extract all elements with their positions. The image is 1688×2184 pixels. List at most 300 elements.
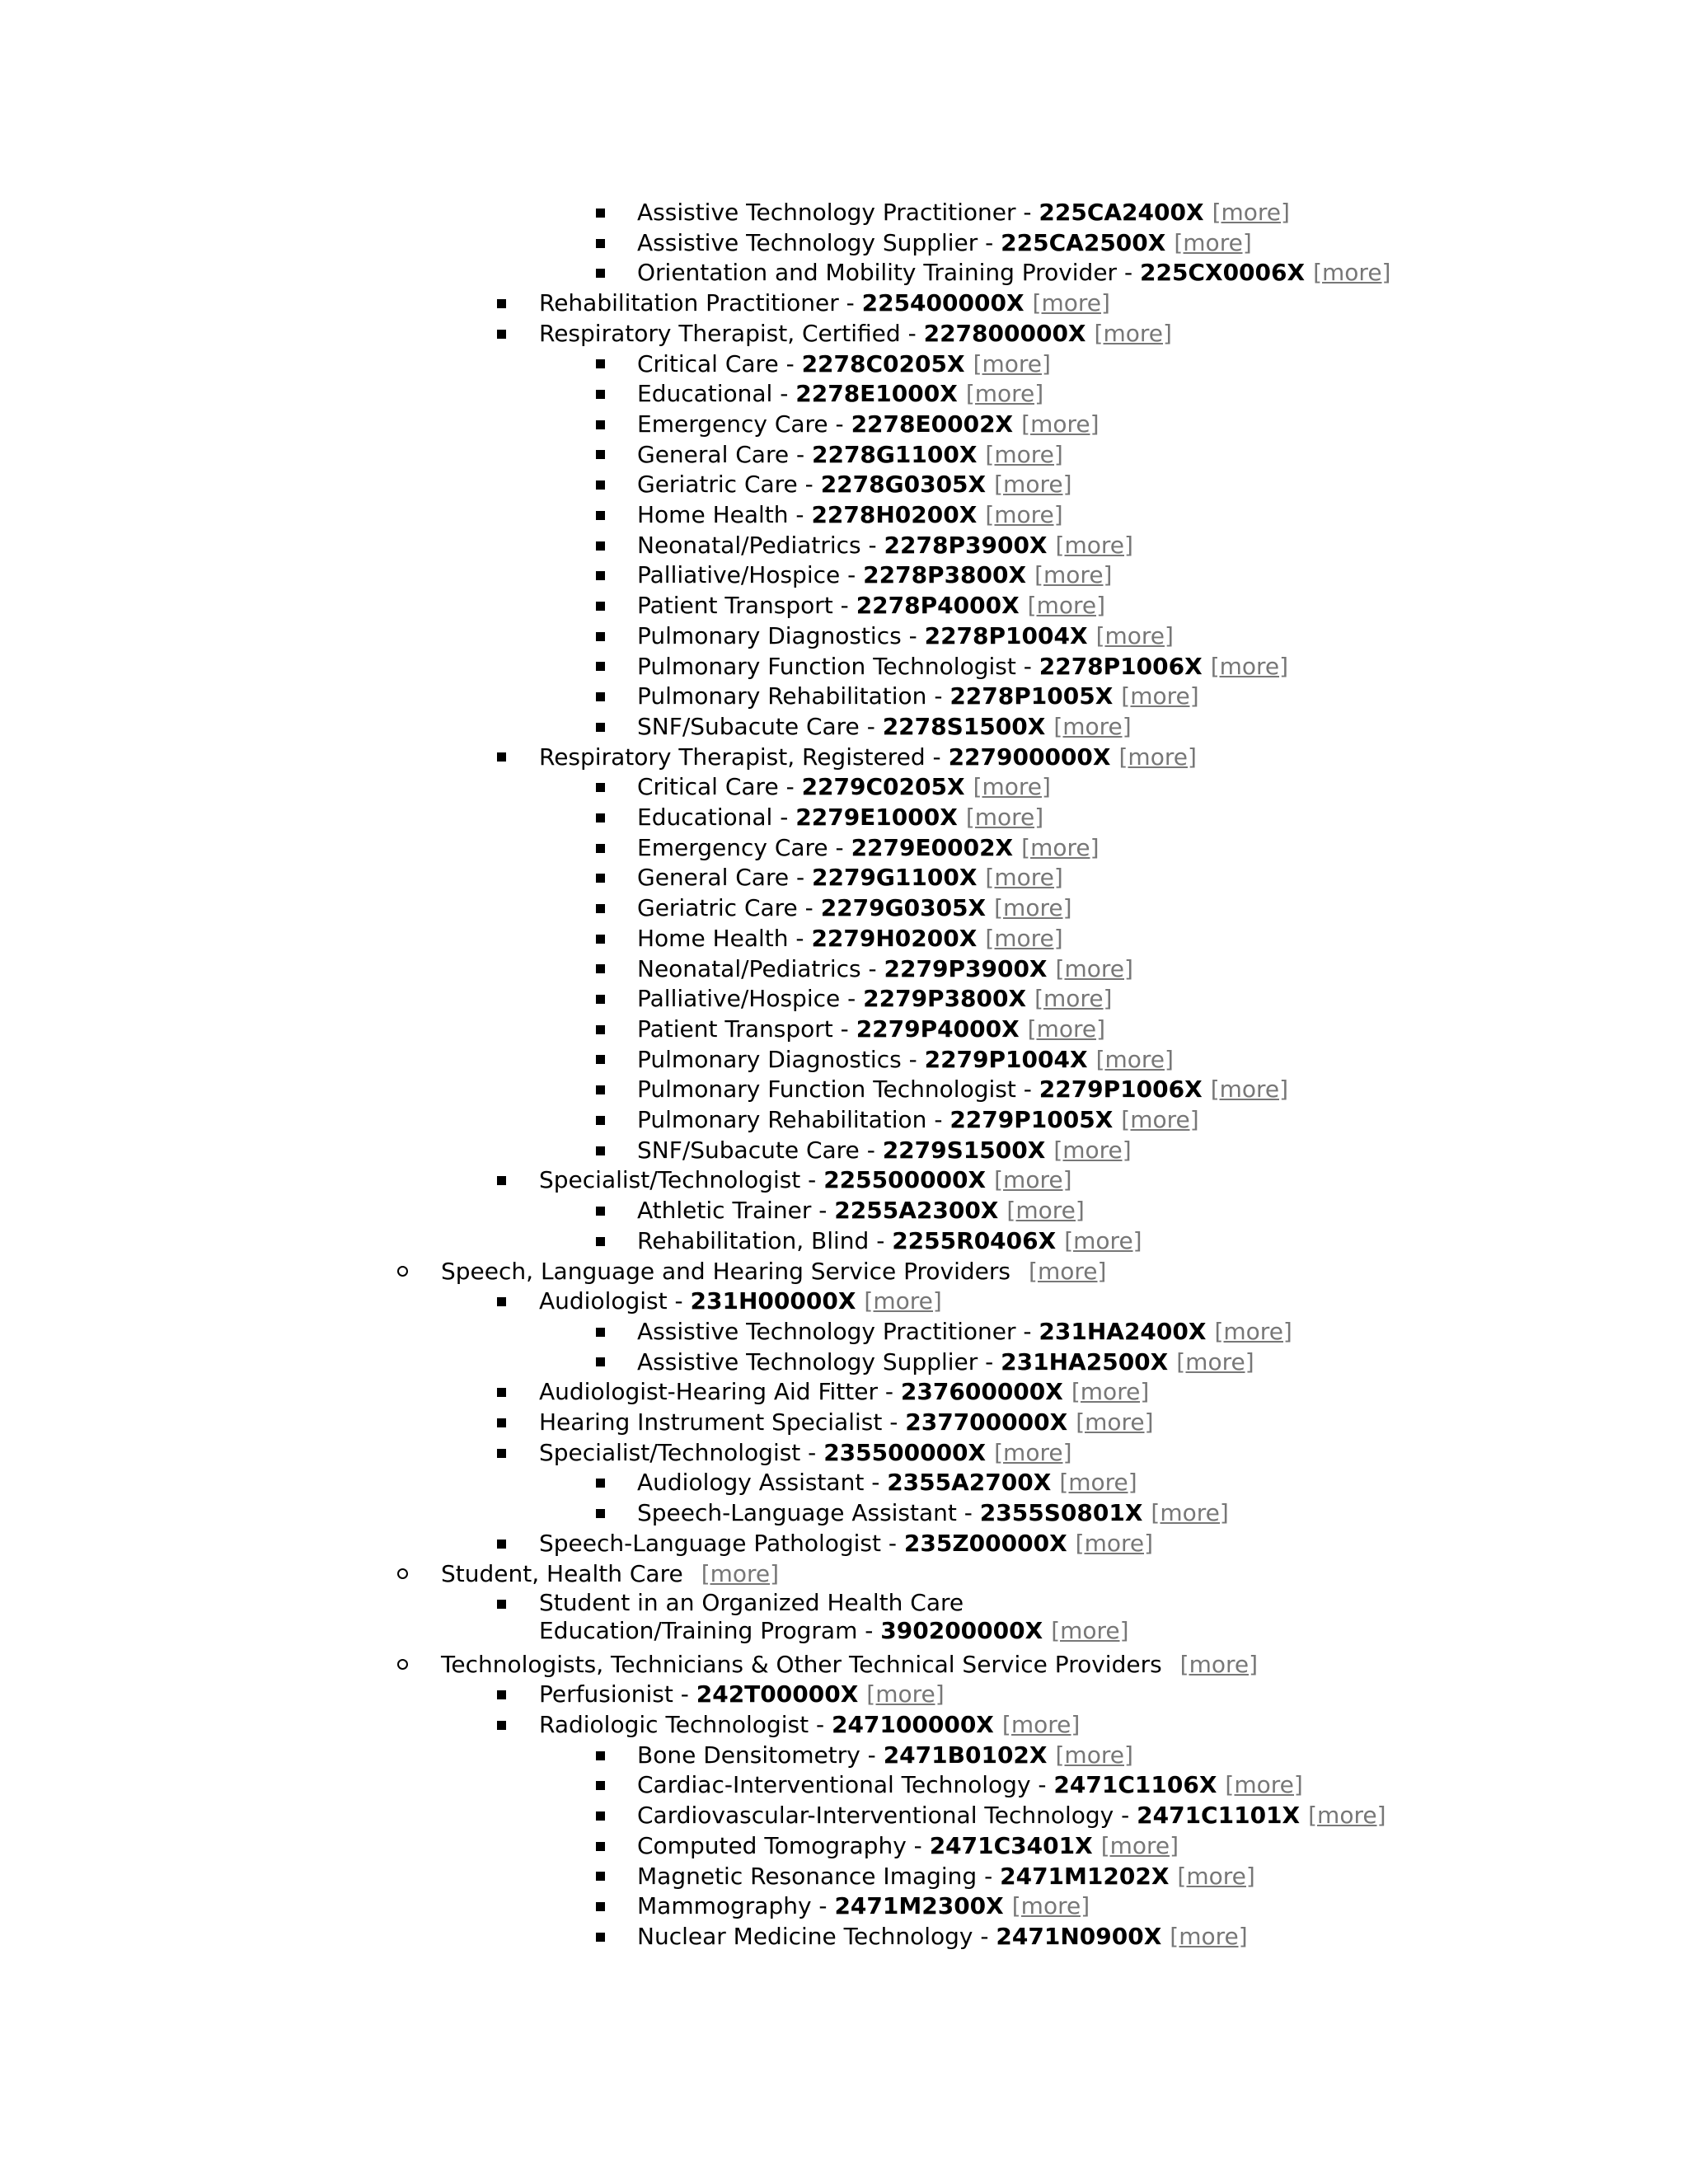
more-link[interactable]: [more] [1059,1469,1137,1497]
item-label: Pulmonary Rehabilitation - [637,682,950,710]
sub-taxonomy-item [0,1136,1688,1166]
item-text [637,1831,1179,1862]
more-link[interactable]: [more] [1076,1408,1154,1436]
item-text [637,621,1174,652]
taxonomy-code: 2279P3800X [863,985,1027,1013]
taxonomy-code: 2278G1100X [811,440,978,468]
item-label: Audiology Assistant - [637,1469,888,1497]
taxonomy-code: 2278E1000X [795,380,958,408]
item-text [441,1650,1258,1680]
sub-taxonomy-item [0,258,1688,288]
item-label: Rehabilitation, Blind - [637,1226,893,1254]
square-bullet-icon [590,410,610,440]
item-text [637,440,1063,471]
more-link[interactable]: [more] [1034,561,1113,589]
item-text [637,1136,1132,1166]
square-bullet-icon [590,984,610,1015]
taxonomy-code: 2278H0200X [811,501,978,528]
item-text [441,1559,779,1590]
item-label: Home Health - [637,501,812,528]
more-link[interactable]: [more] [1029,1257,1107,1285]
more-link[interactable]: [more] [1177,1862,1255,1890]
item-label: Technologists, Technicians & Other Technical Service Providers [441,1650,1162,1678]
square-bullet-icon [590,1196,610,1226]
taxonomy-code: 2279P3900X [884,954,1048,982]
item-text [637,470,1072,500]
taxonomy-code: 247100000X [831,1711,994,1738]
taxonomy-code: 2255R0406X [892,1226,1057,1254]
sub-taxonomy-item [0,1831,1688,1862]
taxonomy-code: 237600000X [900,1378,1063,1406]
more-link[interactable]: [more] [1006,1197,1085,1225]
more-link[interactable]: [more] [1176,1347,1254,1376]
item-text [637,1468,1137,1498]
taxonomy-code: 225CA2500X [1001,228,1166,256]
item-text [539,1286,942,1317]
item-label: Assistive Technology Supplier - [637,228,1001,256]
square-bullet-icon [590,1891,610,1922]
item-label: Hearing Instrument Specialist - [539,1408,906,1436]
more-link[interactable]: [more] [1055,531,1133,559]
taxonomy-code: 2279P1005X [950,1106,1114,1133]
square-bullet-icon [590,1136,610,1166]
item-label: Pulmonary Function Technologist - [637,652,1039,680]
more-link[interactable]: [more] [1313,259,1391,287]
more-link[interactable]: [more] [1051,1617,1129,1645]
item-text [637,1922,1248,1952]
more-link[interactable]: [more] [973,773,1051,801]
item-label: Student in an Organized Health Care Education/Training Program - [539,1589,964,1645]
square-bullet-icon [590,833,610,864]
sub-taxonomy-item [0,198,1688,228]
sub-taxonomy-item [0,1468,1688,1498]
item-label: Computed Tomography - [637,1831,930,1859]
more-link[interactable]: [more] [1032,289,1110,317]
more-link[interactable]: [more] [1075,1529,1154,1557]
item-label: Neonatal/Pediatrics - [637,954,884,982]
sub-taxonomy-item [0,1801,1688,1831]
item-label: Respiratory Therapist, Certified - [539,319,924,347]
more-link[interactable]: [more] [1055,1741,1133,1769]
square-bullet-icon [590,1770,610,1801]
more-link[interactable]: [more] [985,864,1063,892]
item-text [539,319,1172,349]
more-link[interactable]: [more] [994,1438,1072,1466]
item-text [539,1408,1154,1438]
more-link[interactable]: [more] [1095,1045,1174,1073]
taxonomy-code: 227900000X [948,743,1111,771]
sub-taxonomy-item [0,470,1688,500]
square-bullet-icon [590,1831,610,1862]
item-label: General Care - [637,864,812,892]
sub-taxonomy-item [0,379,1688,410]
item-label: Audiologist - [539,1287,691,1315]
more-link[interactable]: [more] [985,440,1063,468]
taxonomy-item [0,1589,1688,1649]
square-bullet-icon [590,349,610,380]
more-link[interactable]: [more] [1011,1892,1090,1920]
item-text [637,1105,1199,1136]
sub-taxonomy-item [0,591,1688,621]
item-label: Orientation and Mobility Training Provider - [637,259,1140,287]
square-bullet-icon [590,1498,610,1529]
sub-taxonomy-item [0,712,1688,743]
more-link[interactable]: [more] [866,1680,945,1708]
square-bullet-icon [590,228,610,259]
more-link[interactable]: [more] [1179,1650,1259,1678]
taxonomy-code: 2471C3401X [929,1831,1093,1859]
sub-taxonomy-item [0,954,1688,985]
taxonomy-code: 2278P4000X [856,592,1020,620]
more-link[interactable]: [more] [1308,1802,1386,1830]
taxonomy-code: 2471N0900X [996,1922,1162,1950]
sub-taxonomy-item [0,652,1688,682]
sub-taxonomy-item [0,1862,1688,1892]
taxonomy-item [0,1286,1688,1317]
square-bullet-icon [590,924,610,954]
more-link[interactable]: [more] [994,1166,1072,1194]
item-label: Radiologic Technologist - [539,1711,832,1738]
item-text [637,833,1100,864]
taxonomy-code: 2279H0200X [811,924,978,952]
square-bullet-icon [590,591,610,621]
item-text [637,531,1133,561]
item-label: Cardiovascular-Interventional Technology - [637,1802,1137,1830]
more-link[interactable]: [more] [1121,1106,1199,1133]
more-link[interactable]: [more] [1094,319,1172,347]
item-label: General Care - [637,440,812,468]
taxonomy-code: 2279P1004X [924,1045,1088,1073]
taxonomy-code: 2279P1006X [1039,1076,1203,1104]
square-bullet-icon [590,1015,610,1045]
item-text [637,1770,1303,1801]
taxonomy-code: 2278P1004X [924,621,1088,649]
taxonomy-item [0,743,1688,773]
item-text [441,1257,1106,1287]
item-text [637,803,1043,833]
square-bullet-icon [590,621,610,652]
more-link[interactable]: [more] [1225,1771,1303,1799]
taxonomy-code: 2471M1202X [1000,1862,1170,1890]
square-bullet-icon [590,379,610,410]
item-label: Specialist/Technologist - [539,1438,824,1466]
more-link[interactable]: [more] [1027,1015,1106,1043]
more-link[interactable]: [more] [1121,682,1199,710]
item-label: Student, Health Care [441,1559,683,1587]
taxonomy-code: 2278S1500X [882,712,1046,740]
sub-taxonomy-item [0,1891,1688,1922]
more-link[interactable]: [more] [1021,410,1100,438]
square-bullet-icon [491,1408,511,1438]
item-label: Nuclear Medicine Technology - [637,1922,996,1950]
item-text [637,500,1063,531]
more-link[interactable]: [more] [1212,199,1290,226]
item-text [637,1196,1085,1226]
item-text [637,410,1100,440]
item-label: Geriatric Care - [637,894,821,922]
item-label: Pulmonary Rehabilitation - [637,1106,950,1133]
item-label: Assistive Technology Practitioner - [637,1317,1039,1345]
square-bullet-icon [590,1468,610,1498]
taxonomy-code: 2279E1000X [795,804,958,831]
square-bullet-icon [590,1741,610,1771]
square-bullet-icon [491,1286,511,1317]
item-text [539,1529,1153,1559]
square-bullet-icon [590,1317,610,1347]
item-text [539,743,1197,773]
square-bullet-icon [590,1801,610,1831]
square-bullet-icon [590,772,610,803]
item-label: Respiratory Therapist, Registered - [539,743,949,771]
taxonomy-item [0,1438,1688,1469]
taxonomy-item [0,1529,1688,1559]
square-bullet-icon [590,531,610,561]
item-label: Cardiac-Interventional Technology - [637,1771,1054,1799]
taxonomy-code: 2471C1106X [1053,1771,1217,1799]
square-bullet-icon [590,893,610,924]
taxonomy-code: 2355S0801X [979,1499,1143,1527]
category-item [0,1559,1688,1590]
square-bullet-icon [590,712,610,743]
item-label: Patient Transport - [637,592,856,620]
item-label: Perfusionist - [539,1680,696,1708]
item-text [637,954,1133,985]
more-link[interactable]: [more] [1055,954,1133,982]
item-label: Bone Densitometry - [637,1741,884,1769]
square-bullet-icon [590,440,610,471]
item-text [637,1226,1142,1257]
item-label: Athletic Trainer - [637,1197,835,1225]
item-text [637,863,1063,893]
item-label: Emergency Care - [637,410,851,438]
more-link[interactable]: [more] [1170,1922,1248,1950]
category-item [0,1257,1688,1287]
sub-taxonomy-item [0,531,1688,561]
sub-taxonomy-item [0,803,1688,833]
item-text [539,1680,945,1710]
item-label: Assistive Technology Supplier - [637,1347,1001,1376]
taxonomy-code: 227800000X [923,319,1086,347]
more-link[interactable]: [more] [985,924,1063,952]
square-bullet-icon [491,1165,511,1196]
square-bullet-icon [590,1226,610,1257]
square-bullet-icon [491,288,511,319]
sub-taxonomy-item [0,440,1688,471]
item-label: Geriatric Care - [637,471,821,499]
circle-bullet-icon [392,1650,412,1680]
square-bullet-icon [491,1589,511,1619]
item-text [637,228,1252,259]
more-link[interactable]: [more] [1210,652,1289,680]
taxonomy-code: 231HA2500X [1001,1347,1169,1376]
more-link[interactable]: [more] [1027,592,1106,620]
item-label: Neonatal/Pediatrics - [637,531,884,559]
taxonomy-code: 2279C0205X [801,773,965,801]
item-text [539,1589,1165,1645]
square-bullet-icon [491,743,511,773]
item-label: Home Health - [637,924,812,952]
taxonomy-item [0,1680,1688,1710]
taxonomy-code: 242T00000X [696,1680,859,1708]
more-link[interactable]: [more] [1174,228,1252,256]
sub-taxonomy-item [0,833,1688,864]
sub-taxonomy-item [0,924,1688,954]
taxonomy-item [0,1408,1688,1438]
item-text [637,1801,1386,1831]
more-link[interactable]: [more] [1118,743,1197,771]
item-text [539,288,1110,319]
item-label: Educational - [637,380,796,408]
item-text [637,652,1288,682]
item-label: Magnetic Resonance Imaging - [637,1862,1001,1890]
item-text [637,1075,1288,1105]
more-link[interactable]: [more] [1001,1711,1081,1738]
item-label: Pulmonary Diagnostics - [637,621,925,649]
taxonomy-code: 225500000X [823,1166,987,1194]
more-link[interactable]: [more] [1064,1226,1142,1254]
taxonomy-code: 2279P4000X [856,1015,1020,1043]
more-link[interactable]: [more] [965,380,1044,408]
more-link[interactable]: [more] [973,349,1051,377]
item-text [637,682,1199,712]
taxonomy-code: 235500000X [823,1438,987,1466]
item-label: Specialist/Technologist - [539,1166,824,1194]
item-text [637,1045,1174,1076]
circle-bullet-icon [392,1559,412,1590]
square-bullet-icon [590,198,610,228]
more-link[interactable]: [more] [1071,1378,1150,1406]
taxonomy-code: 2278P1005X [950,682,1114,710]
item-label: Pulmonary Function Technologist - [637,1076,1039,1104]
taxonomy-code: 2471C1101X [1137,1802,1301,1830]
category-item [0,1650,1688,1680]
square-bullet-icon [590,1862,610,1892]
square-bullet-icon [590,652,610,682]
square-bullet-icon [590,1105,610,1136]
sub-taxonomy-item [0,1015,1688,1045]
taxonomy-code: 2279S1500X [882,1136,1046,1164]
more-link[interactable]: [more] [1095,621,1174,649]
taxonomy-code: 2471B0102X [883,1741,1048,1769]
item-text [637,591,1105,621]
sub-taxonomy-item [0,682,1688,712]
item-text [539,1438,1072,1469]
sub-taxonomy-item [0,893,1688,924]
item-label: Educational - [637,804,796,831]
sub-taxonomy-item [0,1922,1688,1952]
more-link[interactable]: [more] [1053,712,1132,740]
taxonomy-code: 225CX0006X [1139,259,1306,287]
sub-taxonomy-item [0,1196,1688,1226]
taxonomy-code: 2278G0305X [820,471,987,499]
square-bullet-icon [590,560,610,591]
more-link[interactable]: [more] [864,1287,942,1315]
square-bullet-icon [491,1680,511,1710]
item-label: Assistive Technology Practitioner - [637,199,1039,226]
item-text [637,1317,1292,1347]
sub-taxonomy-item [0,410,1688,440]
square-bullet-icon [491,1529,511,1559]
item-text [637,1741,1133,1771]
sub-taxonomy-item [0,1045,1688,1076]
taxonomy-code: 2278P1006X [1039,652,1203,680]
item-label: Emergency Care - [637,833,851,861]
sub-taxonomy-item [0,228,1688,259]
item-label: Critical Care - [637,349,802,377]
item-text [637,893,1072,924]
sub-taxonomy-item [0,1741,1688,1771]
more-link[interactable]: [more] [994,471,1072,499]
taxonomy-code: 2279G1100X [811,864,978,892]
taxonomy-code: 2278E0002X [851,410,1014,438]
more-link[interactable]: [more] [1214,1317,1292,1345]
more-link[interactable]: [more] [1034,985,1113,1013]
taxonomy-code: 225CA2400X [1039,199,1204,226]
taxonomy-code: 235Z00000X [903,1529,1067,1557]
sub-taxonomy-item [0,1770,1688,1801]
item-label: Speech-Language Pathologist - [539,1529,904,1557]
item-text [637,379,1043,410]
more-link[interactable]: [more] [1053,1136,1132,1164]
more-link[interactable]: [more] [985,501,1063,528]
item-text [637,1862,1255,1892]
item-text [539,1377,1149,1408]
sub-taxonomy-item [0,349,1688,380]
item-label: Audiologist-Hearing Aid Fitter - [539,1378,901,1406]
taxonomy-code: 225400000X [861,289,1025,317]
more-link[interactable]: [more] [1100,1831,1179,1859]
sub-taxonomy-item [0,984,1688,1015]
item-text [637,1015,1105,1045]
taxonomy-code: 2255A2300X [834,1197,999,1225]
more-link[interactable]: [more] [994,894,1072,922]
taxonomy-code: 2278C0205X [801,349,965,377]
item-text [637,560,1112,591]
sub-taxonomy-item [0,1498,1688,1529]
item-text [637,924,1063,954]
sub-taxonomy-item [0,863,1688,893]
taxonomy-code: 231H00000X [690,1287,856,1315]
item-text [637,1891,1090,1922]
item-text [637,349,1051,380]
sub-taxonomy-item [0,621,1688,652]
item-text [637,1498,1229,1529]
taxonomy-code: 2278P3800X [863,561,1027,589]
sub-taxonomy-item [0,1317,1688,1347]
square-bullet-icon [491,1377,511,1408]
taxonomy-code: 2279G0305X [820,894,987,922]
taxonomy-code: 237700000X [905,1408,1068,1436]
square-bullet-icon [590,258,610,288]
sub-taxonomy-item [0,1347,1688,1378]
square-bullet-icon [590,470,610,500]
item-label: Pulmonary Diagnostics - [637,1045,925,1073]
square-bullet-icon [590,1347,610,1378]
sub-taxonomy-item [0,560,1688,591]
item-label: Patient Transport - [637,1015,856,1043]
more-link[interactable]: [more] [965,804,1044,831]
more-link[interactable]: [more] [1151,1499,1229,1527]
more-link[interactable]: [more] [1210,1076,1289,1104]
item-label: SNF/Subacute Care - [637,1136,883,1164]
item-label: Palliative/Hospice - [637,985,864,1013]
taxonomy-item [0,1377,1688,1408]
square-bullet-icon [491,1438,511,1469]
more-link[interactable]: [more] [1021,833,1100,861]
more-link[interactable]: [more] [701,1559,780,1587]
taxonomy-item [0,319,1688,349]
item-text [637,712,1132,743]
